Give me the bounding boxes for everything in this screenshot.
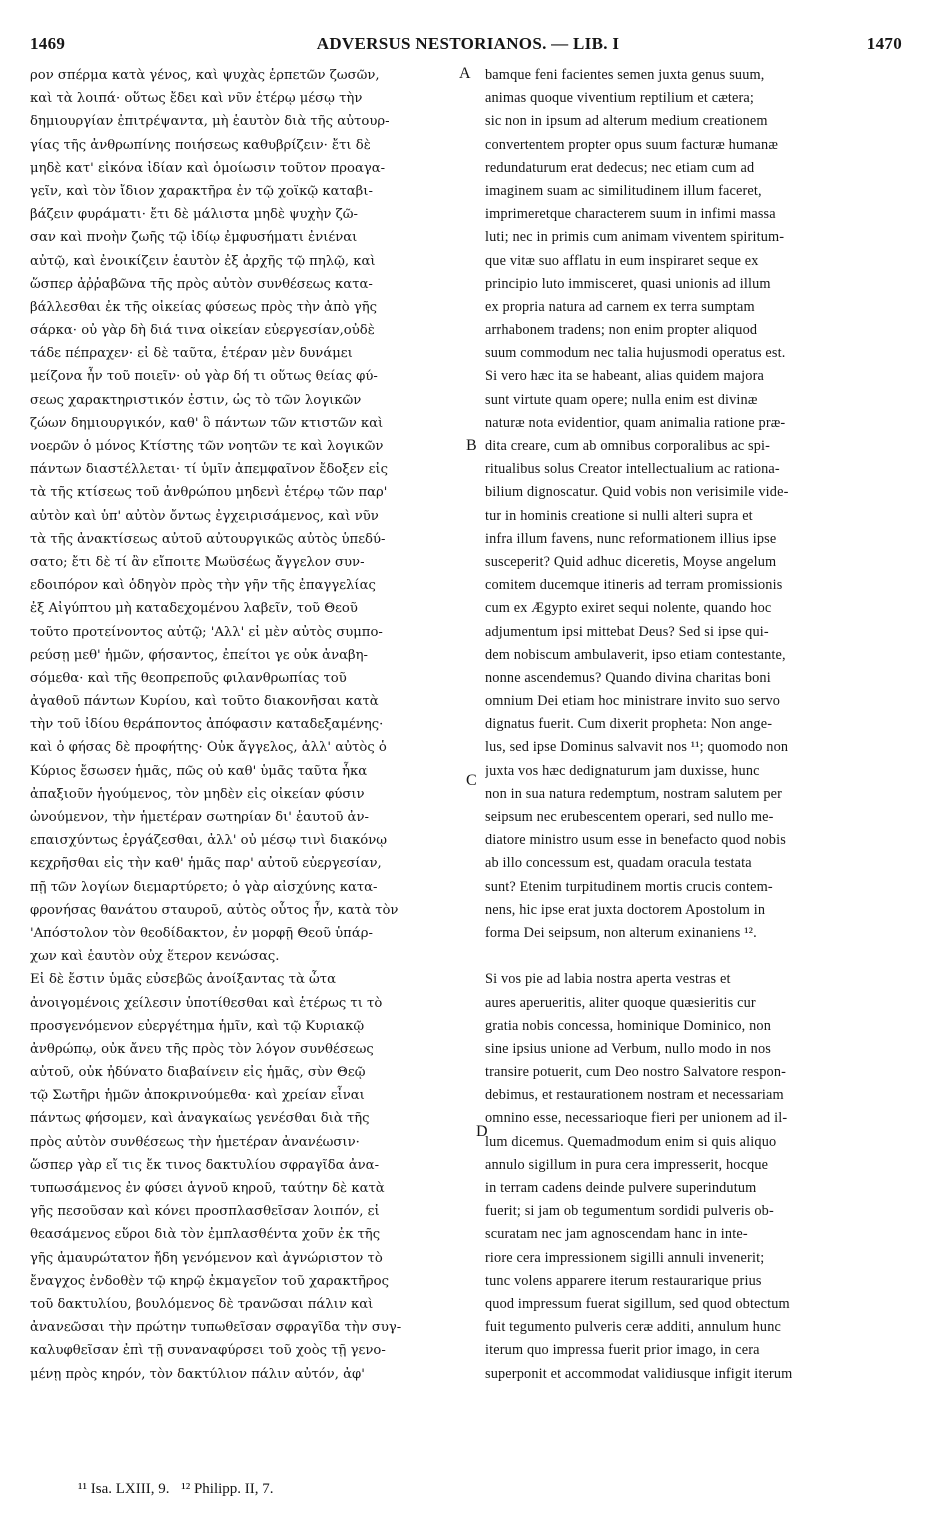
latin-text-line: arrhabonem tradens; non enim propter aliquod xyxy=(485,322,758,339)
greek-text-line: βάλλεσθαι ἐκ τῆς οἰκείας φύσεως πρὸς τὴν ἀπὸ γῆς xyxy=(30,299,378,315)
greek-text-line: ἀγαθοῦ πάντων Κυρίου, καὶ τοῦτο διακονῆσαι κατὰ xyxy=(30,694,379,710)
greek-text-line: τοῦ δακτυλίου, βουλόμενος δὲ τρανῶσαι πάλιν καὶ xyxy=(30,1296,374,1312)
greek-text-line: δημιουργίαν ἐπιτρέψαντα, μὴ ἑαυτὸν διὰ τῆς αὐτουρ- xyxy=(30,114,390,130)
latin-text-line: naturæ nota evidentior, quam animalia ratione præ- xyxy=(485,414,786,431)
latin-text-line: lum dicemus. Quemadmodum enim si quis aliquo xyxy=(485,1133,777,1150)
latin-text-line: quod impressum fuerat sigillum, sed quod obtectum xyxy=(485,1295,790,1312)
latin-text-line: diatore ministro usum esse in benefacto quod nobis xyxy=(485,832,786,849)
latin-text-line: juxta vos hæc dedignaturum jam duxisse, hunc xyxy=(485,762,760,779)
footnote-12: ¹² Philipp. II, 7. xyxy=(181,1481,274,1497)
latin-text-line: in terram cadens deinde pulvere superindutum xyxy=(485,1180,757,1196)
latin-text-line: dem nobiscum ambulaverit, ipso etiam contestante, xyxy=(485,646,786,663)
greek-text-line: πάντως φήσομεν, καὶ ἀναγκαίως γενέσθαι διὰ τῆς xyxy=(30,1111,370,1127)
greek-text-line: ἀνοιγομένοις χείλεσιν ὑποτίθεσθαι καὶ ἑτέρως τι τὸ xyxy=(30,995,383,1011)
latin-text-line: imprimeretque characterem suum in infimi massa xyxy=(485,206,776,223)
greek-text-line: ζώων δημιουργικόν, καθ' ὃ πάντων τῶν κτιστῶν καὶ xyxy=(30,415,384,431)
greek-text-line: ἐξ Αἰγύπτου μὴ καταδεχομένου λαβεῖν, τοῦ Θεοῦ xyxy=(30,601,358,617)
greek-text-line: ὥσπερ γὰρ εἴ τις ἔκ τινος δακτυλίου σφραγῖδα ἀνα- xyxy=(30,1157,380,1173)
greek-text-line: σατο; ἔτι δὲ τί ἂν εἴποιτε Μωϋσέως ἄγγελον συν- xyxy=(30,554,365,570)
running-title: ADVERSUS NESTORIANOS. — LIB. I xyxy=(316,34,620,53)
greek-text-line: γῆς πεσοῦσαν καὶ κόνει προσπλασθεῖσαν λοιπόν, εἰ xyxy=(30,1204,380,1220)
latin-text-line: non in sua natura redemptum, nostram salutem per xyxy=(485,785,783,802)
greek-text-line: γίας τῆς ἀνθρωπίνης ποιήσεως καθυβρίζειν· ἔτι δὲ xyxy=(30,137,371,153)
latin-text-line: sine ipsius unione ad Verbum, nullo modo in nos xyxy=(485,1040,771,1057)
greek-text-line: πῇ τῶν λογίων διεμαρτύρετο; ὁ γὰρ αἰσχύνης κατα- xyxy=(30,879,378,895)
greek-text-line: κεχρῆσθαι εἰς τὴν καθ' ἡμᾶς παρ' αὐτοῦ εὐεργεσίαν, xyxy=(30,856,382,872)
greek-text-line: φρονήσας θανάτου σταυροῦ, αὐτὸς οὗτος ἦν, κατὰ τὸν xyxy=(30,902,399,918)
latin-text-line: iterum quo impressa fuerit prior imago, in cera xyxy=(485,1342,760,1359)
greek-text-line: ἀνθρώπῳ, οὐκ ἄνευ τῆς πρὸς τὸν λόγον συνθέσεως xyxy=(30,1041,374,1057)
latin-text-line: convertentem propter opus suum facturæ humanæ xyxy=(485,136,779,153)
latin-text-line: tur in hominis creatione si nulli alteri supra et xyxy=(485,507,753,524)
latin-text-line: nonne ascendemus? Quando divina charitas boni xyxy=(485,669,771,686)
greek-text-line: αὐτῷ, καὶ ἐνοικίζειν ἑαυτὸν ἐξ ἀρχῆς τῷ πηλῷ, καὶ xyxy=(30,253,376,269)
greek-text-line: πρὸς αὐτὸν συνθέσεως τὴν ἡμετέραν ἀνανέωσιν· xyxy=(30,1134,360,1150)
latin-text-line: ex propria natura ad carnem ex terra sumptam xyxy=(485,298,755,315)
left-page-number: 1469 xyxy=(30,34,66,53)
greek-text-line: θεασάμενος εὕροι διὰ τὸν ἐμπλασθέντα χοῦν ἐκ τῆς xyxy=(30,1227,381,1243)
greek-text-line: γεῖν, καὶ τὸν ἴδιον χαρακτῆρα ἐν τῷ χοϊκῷ καταβι- xyxy=(30,183,373,199)
latin-text-line: sunt? Etenim turpitudinem mortis crucis contem- xyxy=(485,878,773,895)
latin-text-line: principio luto immisceret, quasi unionis ad illum xyxy=(485,275,771,292)
latin-text-line: tunc volens apparere iterum restaurarique prius xyxy=(485,1272,762,1289)
greek-text-line: αὐτὸν καὶ ὑπ' αὐτὸν ὄντως ἐγχειρισάμενος, καὶ νῦν xyxy=(30,508,379,524)
greek-text-line: καὶ ὁ φήσας δὲ προφήτης· Οὐκ ἄγγελος, ἀλλ' αὐτὸς ὁ xyxy=(30,740,387,756)
greek-text-line: 'Απόστολον τὸν θεοδίδακτον, ἐν μορφῇ Θεοῦ ὑπάρ- xyxy=(30,925,373,941)
greek-text-line: αὐτοῦ, οὐκ ἠδύνατο διαβαίνειν εἰς ἡμᾶς, σὺν Θεῷ xyxy=(30,1065,366,1081)
greek-text-line: γῆς ἀμαυρώτατον ἤδη γενόμενον καὶ ἀγνώριστον τὸ xyxy=(30,1250,383,1266)
latin-text-line: dignatus fuerit. Cum dixerit propheta: Non ange- xyxy=(485,716,773,733)
greek-text-line: εδοιπόρον καὶ ὁδηγὸν πρὸς τὴν γῆν τῆς ἐπαγγελίας xyxy=(30,578,376,594)
greek-text-line: μένῃ πρὸς κηρόν, τὸν δακτύλιον πάλιν αὐτόν, ἀφ' xyxy=(30,1366,365,1382)
latin-text-line: cum ex Ægypto exiret sequi nolente, quando hoc xyxy=(485,600,772,617)
greek-text-line: ὠνούμενον, τὴν ἡμετέραν σωτηρίαν δι' ἑαυτοῦ ἀν- xyxy=(30,810,369,825)
section-marker-a: A xyxy=(459,65,471,82)
greek-text-line: ρον σπέρμα κατὰ γένος, καὶ ψυχὰς ἑρπετῶν ζωσῶν, xyxy=(30,68,380,83)
latin-text-line: adjumentum ipsi mittebat Deus? Sed si ipse qui- xyxy=(485,623,769,640)
greek-text-line: ὥσπερ ἀῤῥαβῶνα τῆς πρὸς αὐτὸν συνθέσεως κατα- xyxy=(30,276,373,292)
greek-text-line: τῷ Σωτῆρι ἡμῶν ἀποκρινούμεθα· καὶ χρείαν εἶναι xyxy=(30,1088,365,1104)
greek-text-line: επαισχύντως ἐργάζεσθαι, ἀλλ' οὐ μέσῳ τινὶ διακόνῳ xyxy=(30,833,387,849)
latin-text-line: seipsum nec erubescentem operari, sed nullo me- xyxy=(485,809,774,825)
greek-text-line: ρεύσῃ μεθ' ἡμῶν, φήσαντος, ἐπείτοι γε οὐκ ἀναβη- xyxy=(30,647,368,663)
greek-text-line: Εἰ δὲ ἔστιν ὑμᾶς εὐσεβῶς ἀνοίξαντας τὰ ὦτα xyxy=(30,972,337,988)
latin-text-line: fuit tegumento pulveris ceræ additi, annulum hunc xyxy=(485,1319,782,1336)
greek-text-column xyxy=(30,64,458,1386)
greek-text-line: χων καὶ ἑαυτὸν οὐχ ἕτερον κενώσας. xyxy=(30,949,280,965)
latin-text-line: Si vero hæc ita se habeant, alias quidem majora xyxy=(485,368,765,385)
footnotes xyxy=(78,1481,282,1498)
greek-text-line: σόμεθα· καὶ τῆς θεοπρεποῦς φιλανθρωπίας τοῦ xyxy=(30,670,347,686)
latin-text-line: omnium Dei etiam hoc ministrare invito suo servo xyxy=(485,693,781,710)
greek-text-line: ἀνανεῶσαι τὴν πρώτην τυπωθεῖσαν σφραγῖδα τὴν συγ- xyxy=(30,1320,402,1336)
latin-text-line: infra illum favens, nunc reformationem illius ipse xyxy=(485,530,777,547)
latin-text-line: susceperit? Quid adhuc diceretis, Moyse angelum xyxy=(485,553,777,570)
greek-text-line: καὶ τὰ λοιπά· οὕτως ἔδει καὶ νῦν ἑτέρῳ μέσῳ τὴν xyxy=(30,91,363,107)
greek-text-line: σάρκα· οὐ γὰρ δὴ διά τινα οἰκείαν εὐεργεσίαν,οὐδὲ xyxy=(30,323,375,339)
latin-text-line: animas quoque viventium reptilium et cætera; xyxy=(485,90,755,107)
latin-text-line: transire potuerit, cum Deo nostro Salvatore respon- xyxy=(485,1064,787,1081)
greek-text-line: τοῦτο προτείνοντος αὐτῷ; 'Αλλ' εἰ μὲν αὐτὸς συμπο- xyxy=(30,624,383,640)
greek-text-line: τὴν τοῦ ἰδίου θεράποντος ἀπόφασιν καταδεξαμένης· xyxy=(30,717,384,733)
greek-text-line: σαν καὶ πνοὴν ζωῆς τῷ ἰδίῳ ἐμφυσήματι ἐνιέναι xyxy=(30,230,358,246)
section-marker-b: B xyxy=(466,437,477,454)
greek-text-line: μηδὲ κατ' εἰκόνα ἰδίαν καὶ ὁμοίωσιν τοῦτον προαγα- xyxy=(30,160,386,176)
latin-text-line: Si vos pie ad labia nostra aperta vestras et xyxy=(485,971,731,988)
latin-text-line: omnino esse, necessarioque fieri per unionem ad il- xyxy=(485,1110,788,1127)
greek-text-line: τυπωσάμενος ἐν φύσει ἁγνοῦ κηροῦ, ταύτην δὲ κατὰ xyxy=(30,1181,385,1196)
latin-text-line: annulo sigillum in pura cera impresserit, hocque xyxy=(485,1156,769,1173)
greek-text-line: προσγενόμενον εὐεργέτημα ἡμῖν, καὶ τῷ Κυριακῷ xyxy=(30,1018,365,1034)
latin-text-line: riore cera impressionem sigilli annuli invenerit; xyxy=(485,1249,765,1266)
latin-text-line: suum commodum nec talia hujusmodi operatus est. xyxy=(485,345,786,362)
latin-text-column xyxy=(485,64,910,1386)
greek-text-line: ἔναγχος ἐνδοθὲν τῷ κηρῷ ἐκμαγεῖον τοῦ χαρακτῆρος xyxy=(30,1273,390,1289)
greek-text-line: μείζονα ἦν τοῦ ποιεῖν· οὐ γὰρ δή τι οὕτως θείας φύ- xyxy=(30,369,378,385)
latin-text-line: nens, hic ipse erat juxta doctorem Apostolum in xyxy=(485,901,766,918)
latin-text-line: superponit et accommodat validiusque infigit iterum xyxy=(485,1365,793,1382)
latin-text-line xyxy=(485,945,910,968)
latin-text-line: lus, sed ipse Dominus salvavit nos ¹¹; quomodo non xyxy=(485,739,789,756)
latin-text-line: redundaturum erat dedecus; nec etiam cum ad xyxy=(485,159,755,176)
latin-text-line: ab illo concessum est, quadam oracula testata xyxy=(485,855,752,872)
latin-text-line: ritualibus solus Creator intellectualium ac rationa- xyxy=(485,461,780,478)
latin-text-line: que vitæ suo afflatu in eum inspiraret seque ex xyxy=(485,252,759,269)
latin-text-line: bamque feni facientes semen juxta genus suum, xyxy=(485,67,765,83)
latin-text-line: aures aperueritis, aliter quoque quæsieritis cur xyxy=(485,994,756,1011)
greek-text-line: σεως χαρακτηριστικόν ἐστιν, ὡς τὸ τῶν λογικῶν xyxy=(30,392,362,408)
greek-text-line: νοερῶν ὁ μόνος Κτίστης τῶν νοητῶν τε καὶ λογικῶν xyxy=(30,439,384,454)
latin-text-line: fuerit; si jam ob tegumentum sordidi pulveris ob- xyxy=(485,1203,774,1220)
latin-text-line: debimus, et restaurationem nostram et necessariam xyxy=(485,1087,784,1104)
right-page-number: 1470 xyxy=(866,34,902,53)
latin-text-line: bilium dignoscatur. Quid vobis non verisimile vide- xyxy=(485,484,789,501)
latin-text-line: scuratam nec jam agnoscendam hanc in inte- xyxy=(485,1226,748,1243)
footnote-11: ¹¹ Isa. LXIII, 9. xyxy=(78,1481,170,1497)
latin-text-line: dita creare, cum ab omnibus corporalibus ac spi- xyxy=(485,438,771,454)
greek-text-line: τάδε πέπραχεν· εἰ δὲ ταῦτα, ἑτέραν μὲν δυνάμει xyxy=(30,346,353,362)
greek-text-line: πάντων διαστέλλεται· τί ὑμῖν ἀπεμφαῖνον ἔδοξεν εἰς xyxy=(30,462,389,478)
greek-text-line: Κύριος ἔσωσεν ἡμᾶς, πῶς οὐ καθ' ὑμᾶς ταῦτα ἧκα xyxy=(30,763,368,779)
latin-text-line: imaginem suam ac similitudinem illum faceret, xyxy=(485,182,762,199)
latin-text-line: luti; nec in primis cum animam viventem spiritum- xyxy=(485,229,785,246)
section-marker-d: D xyxy=(476,1123,488,1140)
latin-text-line: comitem ducemque itineris ad terram promissionis xyxy=(485,577,783,594)
greek-text-line: ἀπαξιοῦν ἡγούμενος, τὸν μηδὲν εἰς οἰκείαν φύσιν xyxy=(30,786,365,802)
latin-text-line: gratia nobis concessa, hominique Dominico, non xyxy=(485,1017,772,1034)
latin-text-line: sic non in ipsum ad alterum medium creationem xyxy=(485,113,768,130)
latin-text-line: forma Dei seipsum, non alterum exinaniens ¹². xyxy=(485,924,757,941)
greek-text-line: τὰ τῆς ἀνακτίσεως αὐτοῦ αὐτουργικῶς αὐτὸς ὑπεδύ- xyxy=(30,531,386,547)
greek-text-line: βάζειν φυράματι· ἔτι δὲ μάλιστα μηδὲ ψυχὴν ζῶ- xyxy=(30,207,358,223)
greek-text-line: τὰ τῆς κτίσεως τοῦ ἀνθρώπου μηδενὶ ἑτέρῳ τῶν παρ' xyxy=(30,485,388,501)
latin-text-line: sunt virtute quam opere; nulla enim est divinæ xyxy=(485,391,758,408)
section-marker-c: C xyxy=(466,772,477,789)
greek-text-line: καλυφθεῖσαν ἐπὶ τῇ συναναφύρσει τοῦ χοὸς τῇ γενο- xyxy=(30,1343,386,1359)
